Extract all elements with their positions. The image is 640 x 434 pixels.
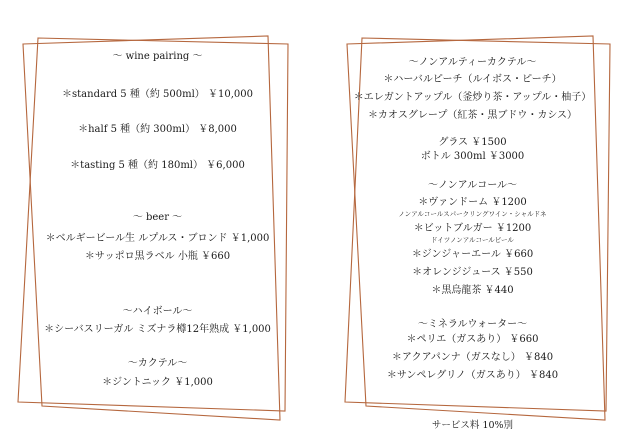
- vandome-note: ノンアルコールスパークリングワイン・シャルドネ: [398, 210, 547, 218]
- service-charge-note: サービス料 10%別: [431, 420, 514, 431]
- orange-juice: ＊オレンジジュース ￥550: [412, 267, 533, 278]
- bottle-price: ボトル 300ml ￥3000: [420, 151, 525, 162]
- herbal-peach: ＊ハーバルピーチ（ルイボス・ピーチ）: [383, 74, 562, 85]
- non-alcohol-heading: ～ノンアルコール～: [428, 180, 517, 191]
- wine-pairing-heading: ～ wine pairing ～: [112, 51, 203, 62]
- highball-chivas: ＊シーバスリーガル ミズナラ樽12年熟成 ￥1,000: [44, 324, 271, 335]
- wine-tasting: ＊tasting 5 種（約 180ml） ￥6,000: [70, 160, 245, 171]
- glass-price: グラス ￥1500: [438, 137, 507, 148]
- perrier: ＊ペリエ（ガスあり） ￥660: [406, 334, 539, 345]
- elegant-apple: ＊エレガントアップル（釜炒り茶・アップル・柚子）: [353, 92, 592, 103]
- black-oolong: ＊黒烏龍茶 ￥440: [431, 285, 514, 296]
- bitburger: ＊ビットブルガー ￥1200: [413, 223, 532, 234]
- wine-standard: ＊standard 5 種（約 500ml） ￥10,000: [62, 89, 253, 100]
- cocktail-heading: ～カクテル～: [127, 358, 188, 369]
- mineral-water-heading: ～ミネラルウォーター～: [417, 319, 528, 330]
- ginger-ale: ＊ジンジャーエール ￥660: [411, 249, 534, 260]
- highball-heading: ～ハイボール～: [122, 306, 193, 317]
- non-alcohol-tea-cocktail-heading: ～ノンアルティーカクテル～: [408, 57, 537, 68]
- cocktail-gin-tonic: ＊ジントニック ￥1,000: [102, 377, 213, 388]
- bitburger-note: ドイツノンアルコールビール: [431, 236, 514, 244]
- wine-half: ＊half 5 種（約 300ml） ￥8,000: [78, 124, 237, 135]
- acqua-panna: ＊アクアパンナ（ガスなし） ￥840: [391, 352, 554, 363]
- beer-heading: ～ beer ～: [132, 212, 183, 223]
- chaos-grape: ＊カオスグレープ（紅茶・黒ブドウ・カシス）: [367, 110, 578, 121]
- beer-belgian: ＊ベルギービール生 ルプルス・ブロンド ￥1,000: [45, 233, 270, 244]
- san-pellegrino: ＊サンペレグリノ（ガスあり） ￥840: [386, 370, 559, 381]
- beer-sapporo: ＊サッポロ黒ラベル 小瓶 ￥660: [84, 251, 231, 262]
- vandome: ＊ヴァンドーム ￥1200: [418, 197, 527, 208]
